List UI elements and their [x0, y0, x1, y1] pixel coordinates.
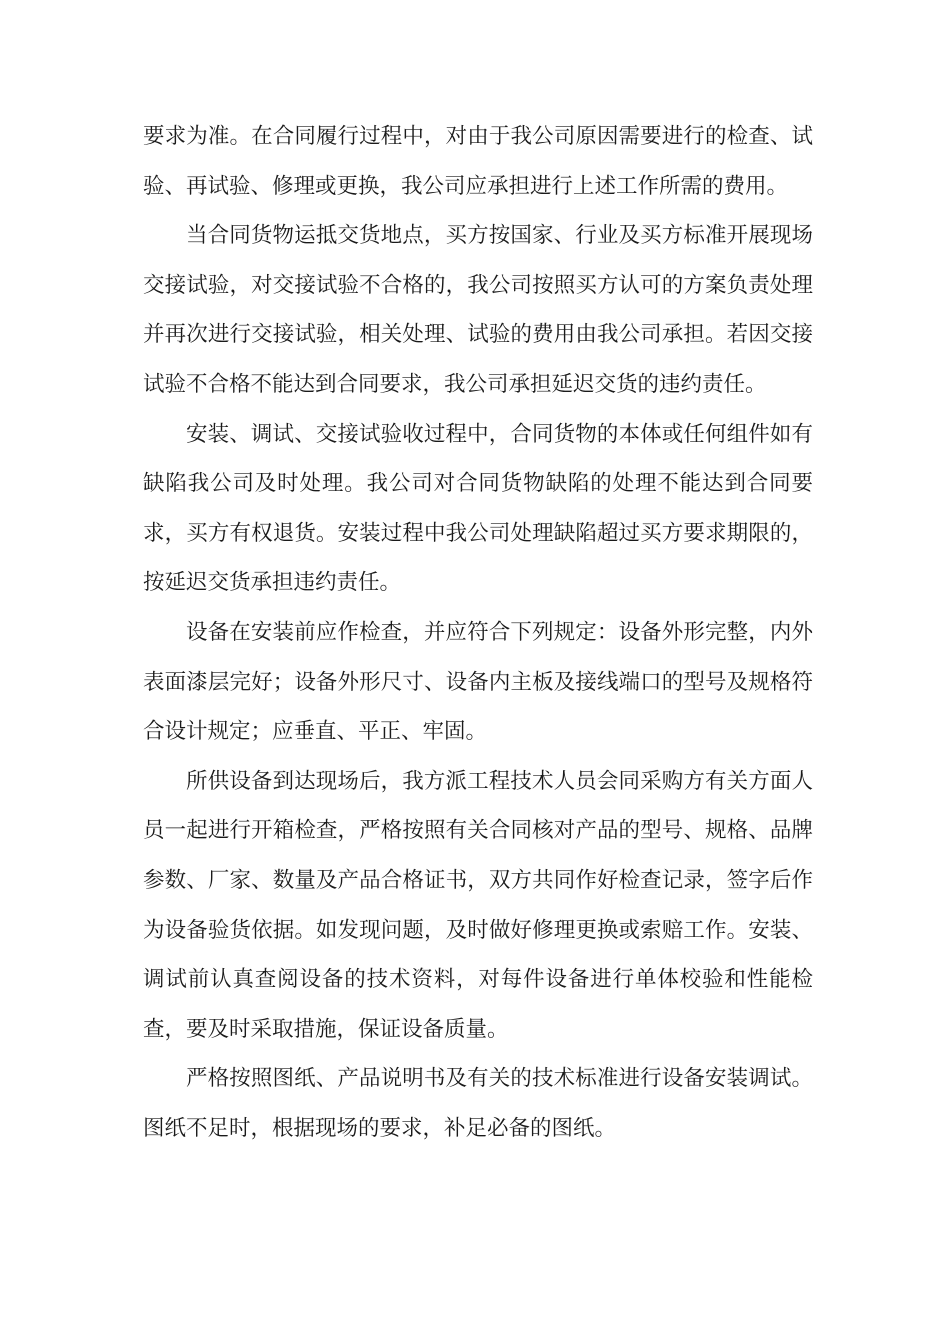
paragraph-5: 所供设备到达现场后，我方派工程技术人员会同采购方有关方面人员一起进行开箱检查，严格按照有关合同核对产品的型号、规格、品牌参数、厂家、数量及产品合格证书，双方共同作好检查记录，签字后作为设备验货依据。如发现问题，及时做好修理更换或索赔工作。安装、调试前认真查阅设备的技术资料，对每件设备进行单体校验和性能检查，要及时采取措施，保证设备质量。	[143, 768, 813, 1042]
paragraph-3: 安装、调试、交接试验收过程中，合同货物的本体或任何组件如有缺陷我公司及时处理。我公司对合同货物缺陷的处理不能达到合同要求，买方有权退货。安装过程中我公司处理缺陷超过买方要求期限的，按延迟交货承担违约责任。	[143, 421, 813, 596]
paragraph-4: 设备在安装前应作检查，并应符合下列规定：设备外形完整，内外表面漆层完好；设备外形尺寸、设备内主板及接线端口的型号及规格符合设计规定；应垂直、平正、牢固。	[143, 619, 813, 745]
paragraph-1: 要求为准。在合同履行过程中，对由于我公司原因需要进行的检查、试验、再试验、修理或更换，我公司应承担进行上述工作所需的费用。	[143, 124, 813, 199]
paragraph-6: 严格按照图纸、产品说明书及有关的技术标准进行设备安装调试。图纸不足时，根据现场的要求，补足必备的图纸。	[143, 1066, 813, 1141]
document-body	[143, 112, 813, 1153]
paragraph-2: 当合同货物运抵交货地点，买方按国家、行业及买方标准开展现场交接试验，对交接试验不合格的，我公司按照买方认可的方案负责处理并再次进行交接试验，相关处理、试验的费用由我公司承担。若因交接试验不合格不能达到合同要求，我公司承担延迟交货的违约责任。	[143, 223, 813, 397]
